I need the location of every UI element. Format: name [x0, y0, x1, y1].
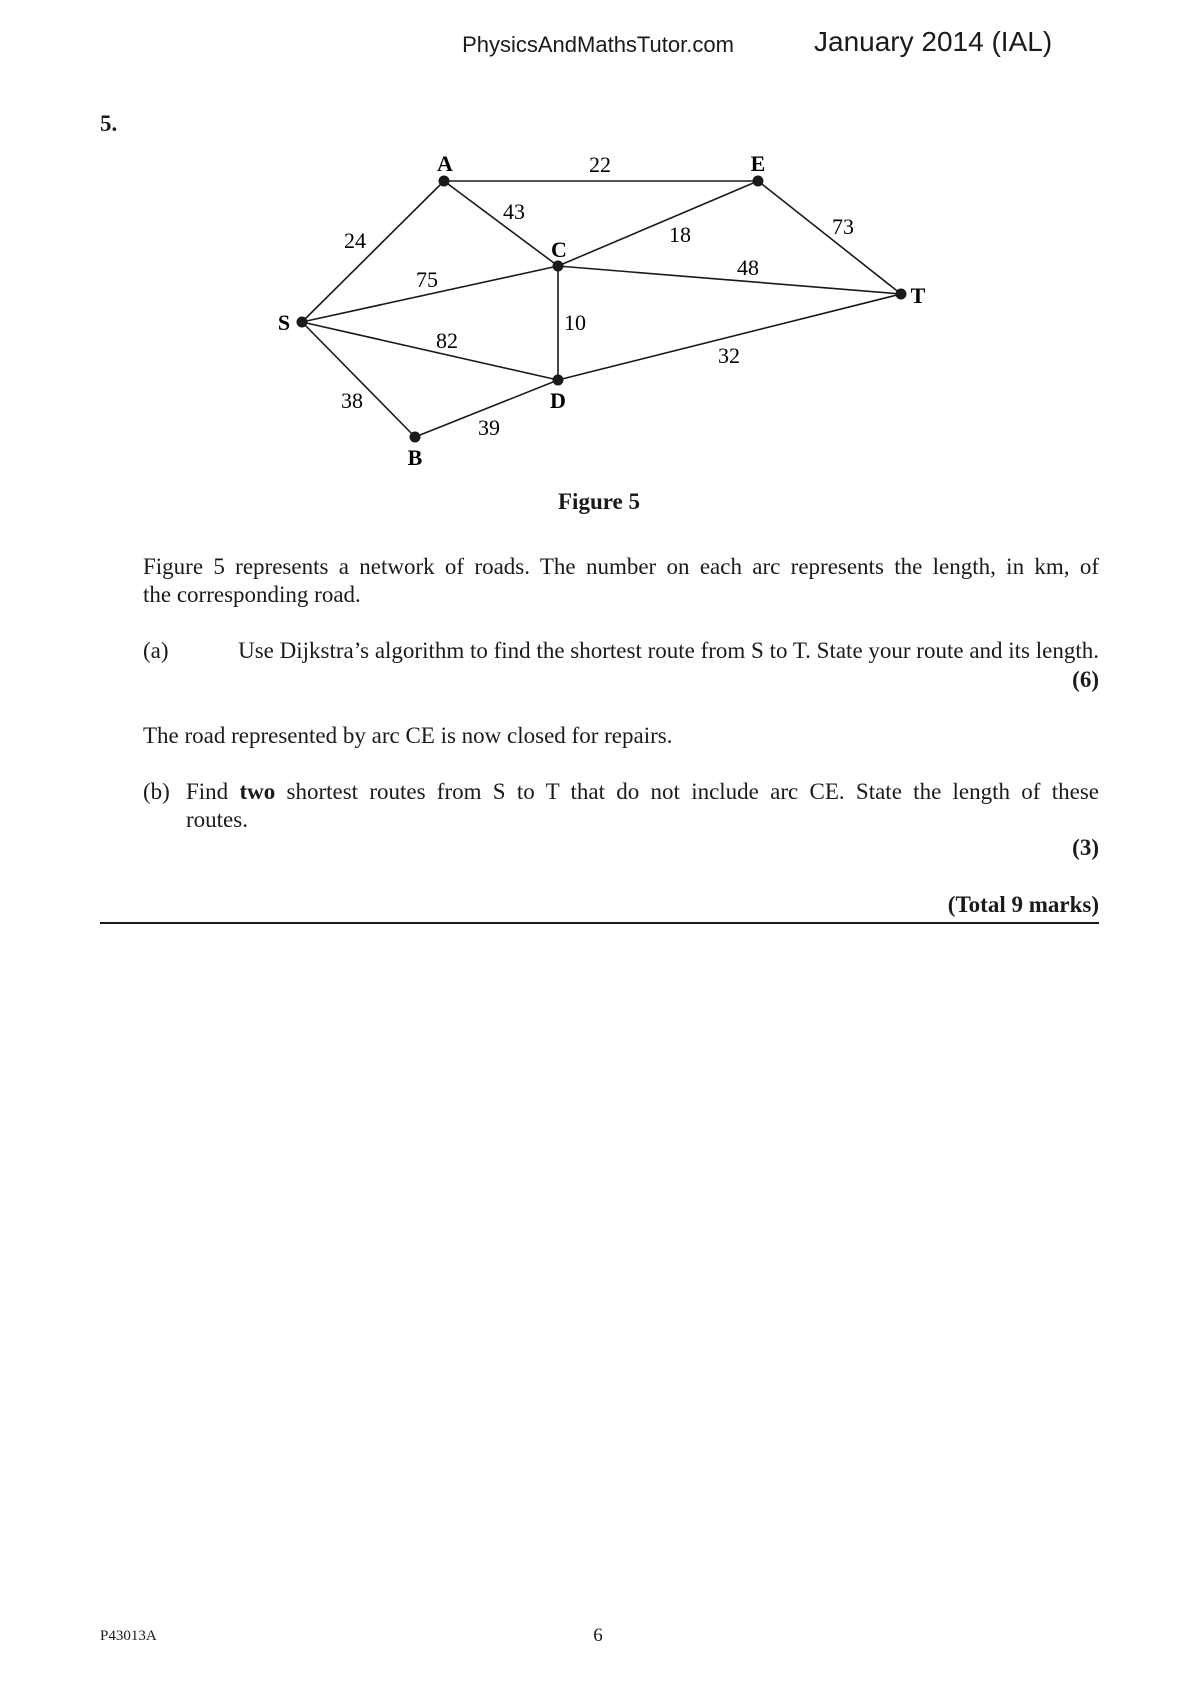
node-label-A: A	[437, 151, 453, 176]
edge-weight-ET: 73	[832, 214, 854, 239]
node-label-B: B	[407, 445, 423, 470]
node-E	[753, 176, 764, 187]
edge-CE	[558, 181, 758, 266]
part-b-text-line2: routes.	[186, 807, 248, 832]
part-b-text-bold: two	[239, 779, 276, 804]
node-label-C: C	[551, 237, 567, 262]
edge-CT	[558, 266, 901, 294]
edge-weight-DT: 32	[718, 343, 740, 368]
edge-ET	[758, 181, 901, 294]
node-D	[553, 375, 564, 386]
part-b-label: (b)	[143, 779, 170, 804]
figure-caption: Figure 5	[558, 489, 640, 514]
node-C	[553, 261, 564, 272]
question-divider	[100, 922, 1099, 924]
paper-code: P43013A	[100, 1628, 157, 1644]
node-T	[896, 289, 907, 300]
edge-SA	[302, 181, 444, 322]
edge-weight-SB: 38	[341, 388, 363, 413]
edge-weight-AC: 43	[503, 199, 525, 224]
closure-statement: The road represented by arc CE is now closed for repairs.	[143, 723, 673, 748]
node-label-E: E	[750, 151, 766, 176]
network-figure	[0, 0, 1190, 520]
part-a-label: (a)	[143, 638, 169, 663]
node-label-D: D	[550, 388, 566, 413]
node-B	[410, 432, 421, 443]
question-number: 5.	[100, 111, 118, 136]
edge-AC	[444, 181, 558, 266]
edge-weight-CE: 18	[669, 222, 691, 247]
edge-weight-SC: 75	[416, 267, 438, 292]
edge-SD	[302, 322, 558, 380]
intro-line-1: Figure 5 represents a network of roads. The number on each arc represents the length, in km, of	[143, 554, 1099, 579]
page-number: 6	[593, 1625, 603, 1646]
edge-SB	[302, 322, 415, 437]
edge-weight-AE: 22	[589, 152, 611, 177]
edge-weight-BD: 39	[478, 415, 500, 440]
part-a-marks: (6)	[1072, 667, 1099, 692]
node-label-T: T	[910, 283, 926, 308]
exam-session: January 2014 (IAL)	[814, 26, 1053, 57]
site-header: PhysicsAndMathsTutor.com	[462, 32, 734, 57]
part-b-text-pre: Find	[186, 779, 240, 804]
node-label-S: S	[277, 310, 291, 335]
edge-weight-SA: 24	[344, 228, 366, 253]
part-b-text-post: shortest routes from S to T that do not include arc CE. State the length of these	[275, 779, 1099, 804]
part-b-text	[186, 778, 1099, 806]
total-marks: (Total 9 marks)	[947, 892, 1099, 917]
part-b-marks: (3)	[1072, 835, 1099, 860]
intro-line-2: the corresponding road.	[143, 582, 361, 607]
edge-weight-CD: 10	[564, 310, 586, 335]
part-a-text: Use Dijkstra’s algorithm to find the shortest route from S to T. State your route and its length.	[238, 638, 1099, 663]
node-A	[439, 176, 450, 187]
edge-weight-CT: 48	[737, 255, 759, 280]
node-S	[297, 317, 308, 328]
edge-weight-SD: 82	[436, 328, 458, 353]
